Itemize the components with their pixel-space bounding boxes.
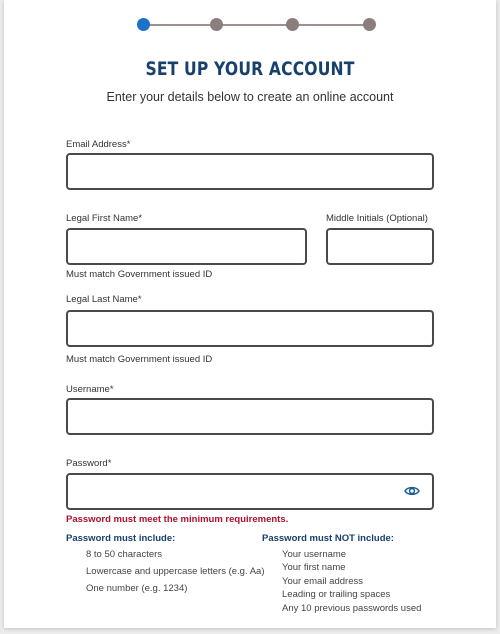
email-field[interactable] [68, 155, 432, 188]
list-item: Lowercase and uppercase letters (e.g. Aa) [86, 566, 265, 577]
step-2-dot [210, 18, 223, 31]
list-item: Leading or trailing spaces [282, 589, 391, 601]
password-field-wrapper [66, 473, 434, 510]
username-field-wrapper [66, 398, 434, 435]
password-error-message: Password must meet the minimum requirements. [66, 514, 289, 525]
middle-initials-label: Middle Initials (Optional) [326, 213, 428, 224]
password-must-include-list [86, 549, 265, 600]
step-4-dot [363, 18, 376, 31]
eye-icon[interactable] [404, 484, 420, 498]
middle-initials-field[interactable] [328, 230, 432, 263]
last-name-field-wrapper [66, 310, 434, 347]
page-subtitle: Enter your details below to create an online account [106, 90, 394, 104]
page-title: SET UP YOUR ACCOUNT [145, 58, 355, 80]
stepper-line [143, 24, 365, 26]
account-setup-card [4, 0, 496, 628]
list-item: One number (e.g. 1234) [86, 583, 188, 594]
password-must-not-include-title: Password must NOT include: [262, 533, 394, 544]
first-name-label: Legal First Name* [66, 213, 143, 224]
step-3-dot [286, 18, 299, 31]
username-label: Username* [66, 384, 114, 395]
list-item: 8 to 50 characters [86, 549, 163, 560]
username-field[interactable] [68, 400, 432, 433]
password-label: Password* [66, 458, 112, 469]
first-name-hint: Must match Government issued ID [66, 269, 213, 280]
last-name-hint: Must match Government issued ID [66, 354, 213, 365]
last-name-field[interactable] [68, 312, 432, 345]
step-1-dot [137, 18, 150, 31]
list-item: Your email address [282, 575, 363, 587]
password-field[interactable] [68, 475, 432, 508]
list-item: Any 10 previous passwords used [282, 602, 422, 614]
password-must-not-include-list [282, 549, 421, 616]
first-name-field-wrapper [66, 228, 307, 265]
last-name-label: Legal Last Name* [66, 294, 142, 305]
middle-initials-field-wrapper [326, 228, 434, 265]
email-field-wrapper [66, 153, 434, 190]
list-item: Your username [282, 549, 347, 560]
progress-stepper [137, 17, 371, 33]
list-item: Your first name [282, 562, 346, 574]
first-name-field[interactable] [68, 230, 305, 263]
email-label: Email Address* [66, 139, 131, 150]
password-must-include-title: Password must include: [66, 533, 176, 544]
